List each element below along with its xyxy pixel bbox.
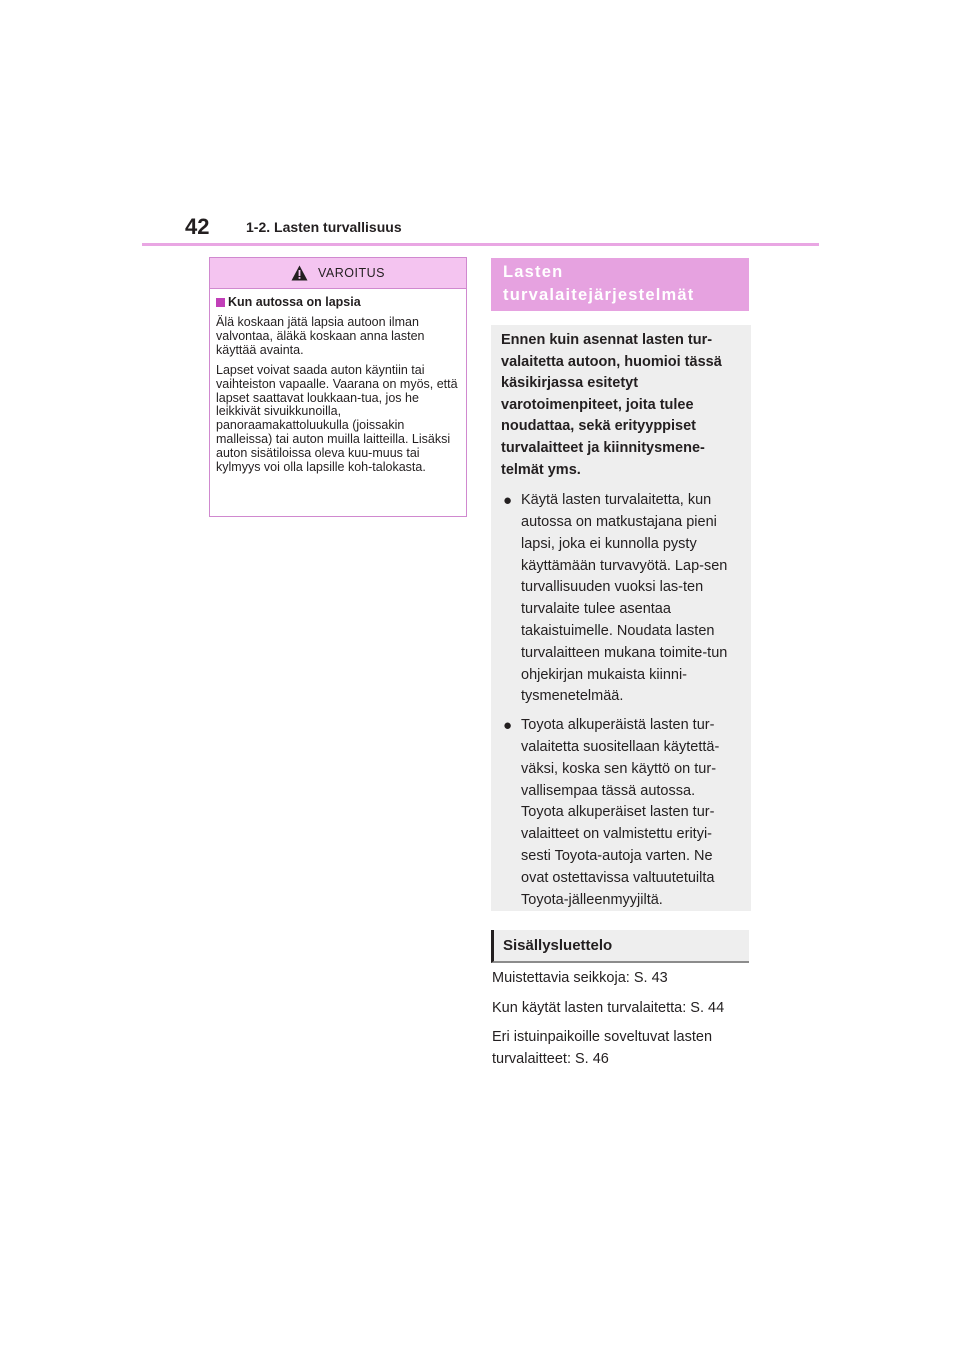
toc-link[interactable]: Kun käytät lasten turvalaitetta: S. 44 bbox=[492, 999, 725, 1016]
list-item bbox=[501, 490, 741, 708]
warning-subtitle bbox=[216, 295, 460, 310]
warning-header bbox=[210, 258, 466, 289]
intro-box bbox=[491, 325, 751, 911]
warning-title: VAROITUS bbox=[318, 266, 385, 280]
toc-link[interactable]: Eri istuinpaikoille soveltuvat lasten turvalaitteet: S. 46 bbox=[492, 1029, 713, 1067]
main-heading: Lasten turvalaitejärjestelmät bbox=[491, 258, 749, 311]
square-bullet-icon bbox=[216, 298, 225, 307]
bullet-dot-icon: ● bbox=[503, 717, 513, 735]
toc-list bbox=[492, 968, 752, 1078]
warning-box bbox=[209, 257, 467, 517]
warning-paragraph: Lapset voivat saada auton käyntiin tai vaihteiston vapaalle. Vaarana on myös, että lapset saattavat loukkaan-tua, jos he leikkivät sivuikkunoilla, panoraamakattoluukulla (joissakin malleissa) tai auton muilla laitteilla. Lisäksi auton sisätiloissa oleva kuu-muus tai kylmyys voi olla lapsille koh-talokasta. bbox=[216, 362, 458, 475]
intro-text: Ennen kuin asennat lasten tur-valaitetta autoon, huomioi tässä käsikirjassa esitetyt varotoimenpiteet, joita tulee noudattaa, sekä erityyppiset turvalaitteet ja kiinnitysmene-telmät yms. bbox=[501, 332, 722, 478]
bullet-dot-icon: ● bbox=[503, 492, 513, 510]
section-title: 1-2. Lasten turvallisuus bbox=[246, 219, 402, 235]
list-item-text: Käytä lasten turvalaitetta, kun autossa on matkustajana pieni lapsi, joka ei kunnolla pysty käyttämään turvavyötä. Lap-sen turvallisuuden vuoksi las-ten turvalaite tulee asentaa takaistuimelle. Noudata lasten turvalaitteen mukana toimite-tun ohjekirjan mukaista kiinni-tysmenetelmää. bbox=[521, 492, 728, 705]
warning-paragraph: Älä koskaan jätä lapsia autoon ilman valvontaa, äläkä koskaan anna lasten käyttää avainta. bbox=[216, 315, 425, 357]
warning-body bbox=[210, 289, 466, 475]
header-rule bbox=[142, 243, 819, 246]
page-number: 42 bbox=[185, 214, 210, 239]
warning-subtitle-text: Kun autossa on lapsia bbox=[228, 295, 361, 309]
warning-triangle-icon bbox=[291, 265, 308, 281]
list-item bbox=[501, 715, 741, 911]
toc-heading: Sisällysluettelo bbox=[491, 930, 749, 963]
toc-link[interactable]: Muistettavia seikkoja: S. 43 bbox=[492, 970, 668, 986]
list-item-text: Toyota alkuperäistä lasten tur-valaitetta suositellaan käytettä-väksi, koska sen käyttö on tur-vallisempaa tässä autossa. Toyota alkuperäiset lasten tur-valaitteet on valmistettu erityi-sesti Toyota-autoja varten. Ne ovat ostettavissa valtuutetuilta Toyota-jälleenmyyjiltä. bbox=[521, 717, 720, 908]
